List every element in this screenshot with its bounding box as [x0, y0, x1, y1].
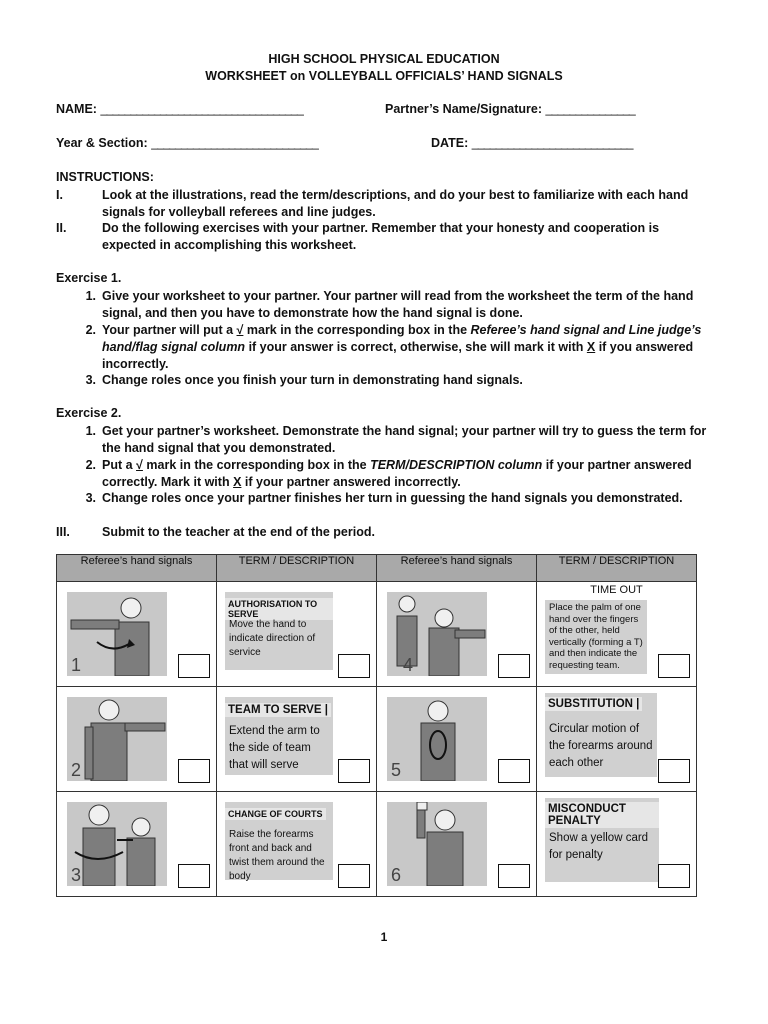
signal-number: 5: [391, 760, 402, 780]
exercise2-item2: 2. Put a √ mark in the corresponding box in the TERM/DESCRIPTION column if your partner answered correctly. Mark it with X if your partner answered incorrectly.: [85, 458, 692, 489]
exercise2-item2-b: mark in the corresponding box in the: [146, 458, 367, 472]
column-header: TERM / DESCRIPTION: [537, 555, 697, 582]
signal-cell: [377, 687, 537, 792]
answer-checkbox[interactable]: [658, 864, 690, 888]
exercise2-item3-text: Change roles once your partner finishes her turn in guessing the hand signals you demonstrated.: [102, 491, 683, 505]
referee-figure-icon: [387, 592, 487, 676]
term-cell: [537, 582, 697, 687]
referee-illustration: [387, 592, 487, 676]
worksheet-title-line1: HIGH SCHOOL PHYSICAL EDUCATION: [268, 52, 500, 66]
term-title: MISCONDUCT PENALTY: [545, 802, 659, 828]
check-mark: √: [236, 323, 244, 337]
date-blank[interactable]: ___________________________: [471, 136, 633, 150]
referee-figure-icon: [387, 697, 487, 781]
name-label: NAME:: [56, 102, 97, 116]
signal-cell: [57, 792, 217, 897]
term-description: Extend the arm to the side of team that will serve: [229, 725, 320, 771]
exercise1-item2: 2. Your partner will put a √ mark in the corresponding box in the Referee’s hand signal and Line judge’s hand/flag signal column if your answer is correct, otherwise, she will mark it with X if you answered incorrectly.: [85, 323, 702, 371]
exercise1-item2-a: Your partner will put a: [102, 323, 234, 337]
partner-blank[interactable]: _______________: [545, 102, 635, 116]
referee-illustration: [67, 592, 167, 676]
year-section-field: [56, 136, 318, 150]
instruction-ii: [56, 220, 706, 254]
instruction-iii-text: Submit to the teacher at the end of the period.: [102, 525, 375, 539]
check-mark: √: [136, 458, 143, 472]
answer-checkbox[interactable]: [498, 864, 530, 888]
name-blank[interactable]: __________________________________: [100, 102, 303, 116]
answer-checkbox[interactable]: [178, 864, 210, 888]
x-mark: X: [233, 475, 242, 489]
term-title: TEAM TO SERVE |: [225, 703, 331, 717]
term-card: [545, 600, 647, 674]
answer-checkbox[interactable]: [178, 759, 210, 783]
answer-checkbox[interactable]: [338, 759, 370, 783]
name-field: [56, 102, 303, 116]
instruction-i-number: I.: [56, 188, 63, 202]
answer-checkbox[interactable]: [178, 654, 210, 678]
table-header-row: [57, 555, 697, 582]
x-mark: X: [586, 340, 596, 354]
exercise2-item2-c: if your partner answered correctly. Mark it with: [102, 458, 692, 489]
partner-field: [385, 102, 635, 116]
term-card: [225, 697, 333, 775]
term-card: [225, 802, 333, 880]
exercise2-item2-italic: TERM/DESCRIPTION column: [370, 458, 543, 472]
instruction-ii-number: II.: [56, 221, 67, 235]
exercise1-item2-italic: Referee’s hand signal and Line judge’s hand/flag signal column: [102, 323, 702, 354]
instruction-iii-number: III.: [56, 525, 70, 539]
table-row: [57, 687, 697, 792]
signal-cell: [57, 687, 217, 792]
term-title: SUBSTITUTION |: [545, 697, 642, 711]
table-row: [57, 582, 697, 687]
exercise1-item3: 3. Change roles once you finish your turn in demonstrating hand signals.: [78, 372, 714, 389]
exercise1-item2-d: if you answered incorrectly.: [102, 340, 694, 371]
referee-figure-icon: [387, 802, 487, 886]
instruction-ii-text: Do the following exercises with your partner. Remember that your honesty and cooperation is expected in accomplishing this worksheet.: [102, 221, 660, 252]
hand-signals-table: [56, 554, 697, 897]
term-description: Move the hand to indicate direction of service: [229, 619, 316, 658]
answer-checkbox[interactable]: [658, 654, 690, 678]
instruction-i: [56, 187, 706, 221]
referee-illustration: [387, 697, 487, 781]
signal-number: 4: [403, 655, 414, 675]
term-card: [545, 798, 659, 882]
exercise2-heading: Exercise 2.: [56, 406, 122, 420]
term-description: Raise the forearms front and back and twist them around the body: [229, 829, 325, 882]
signal-number: 2: [71, 760, 82, 780]
term-cell: [217, 582, 377, 687]
exercise2-item1-text: Get your partner’s worksheet. Demonstrate the hand signal; your partner will try to guess the term for the hand signal that you demonstrated.: [102, 424, 707, 455]
instruction-i-text: Look at the illustrations, read the term/descriptions, and do your best to familiarize with each hand signals for volleyball referees and line judges.: [102, 188, 689, 219]
answer-checkbox[interactable]: [338, 864, 370, 888]
year-section-label: Year & Section:: [56, 136, 148, 150]
exercise2-item2-a: Put a: [102, 458, 133, 472]
exercise2-item3: 3. Change roles once your partner finishes her turn in guessing the hand signals you demonstrated.: [78, 490, 714, 507]
table-row: [57, 792, 697, 897]
answer-checkbox[interactable]: [338, 654, 370, 678]
exercise1-item3-text: Change roles once you finish your turn in demonstrating hand signals.: [102, 373, 523, 387]
answer-checkbox[interactable]: [658, 759, 690, 783]
term-cell: [537, 792, 697, 897]
signal-cell: [377, 792, 537, 897]
signal-cell: [57, 582, 217, 687]
term-cell: [537, 687, 697, 792]
answer-checkbox[interactable]: [498, 759, 530, 783]
term-title: TIME OUT: [590, 584, 643, 596]
worksheet-title-line2: WORKSHEET on VOLLEYBALL OFFICIALS’ HAND SIGNALS: [205, 69, 563, 83]
referee-illustration: [387, 802, 487, 886]
exercise1-item2-b: mark in the corresponding box in the: [246, 323, 468, 337]
exercise1-item1: 1. Give your worksheet to your partner. Your partner will read from the worksheet the term of the hand signal, and then you have to demonstrate how the hand signal is done.: [78, 288, 714, 322]
instructions-heading: INSTRUCTIONS:: [56, 170, 154, 184]
page-number: 1: [380, 930, 388, 944]
exercise1-item2-c: if your answer is correct, otherwise, she will mark it with: [248, 340, 584, 354]
term-card: [545, 693, 657, 777]
instruction-iii: [56, 524, 706, 541]
exercise1-heading: Exercise 1.: [56, 271, 122, 285]
term-title: AUTHORISATION TO SERVE: [225, 598, 333, 620]
referee-figure-icon: [67, 697, 167, 781]
term-description: Show a yellow card for penalty: [549, 832, 649, 861]
referee-illustration: [67, 697, 167, 781]
exercise1-item1-text: Give your worksheet to your partner. Your partner will read from the worksheet the term of the hand signal, and then you have to demonstrate how the hand signal is done.: [102, 289, 694, 320]
referee-figure-icon: [67, 802, 167, 886]
term-cell: [217, 792, 377, 897]
term-description: Place the palm of one hand over the fingers of the other, held vertically (forming a T) and then indicate the requesting team.: [549, 602, 643, 671]
signal-number: 6: [391, 865, 402, 885]
exercise2-item2-d: if your partner answered incorrectly.: [244, 475, 461, 489]
column-header: Referee’s hand signals: [57, 555, 217, 582]
referee-illustration: [67, 802, 167, 886]
referee-figure-icon: [67, 592, 167, 676]
date-label: DATE:: [431, 136, 469, 150]
signal-cell: [377, 582, 537, 687]
answer-checkbox[interactable]: [498, 654, 530, 678]
year-section-blank[interactable]: ____________________________: [151, 136, 318, 150]
partner-label: Partner’s Name/Signature:: [385, 102, 542, 116]
term-description: Circular motion of the forearms around each other: [549, 723, 653, 769]
signal-number: 3: [71, 865, 82, 885]
signal-number: 1: [71, 655, 82, 675]
date-field: [431, 136, 632, 150]
column-header: Referee’s hand signals: [377, 555, 537, 582]
exercise2-item1: 1. Get your partner’s worksheet. Demonstrate the hand signal; your partner will try to guess the term for the hand signal that you demonstrated.: [78, 423, 714, 457]
column-header: TERM / DESCRIPTION: [217, 555, 377, 582]
term-title: CHANGE OF COURTS: [225, 808, 326, 820]
term-cell: [217, 687, 377, 792]
term-card: [225, 592, 333, 670]
